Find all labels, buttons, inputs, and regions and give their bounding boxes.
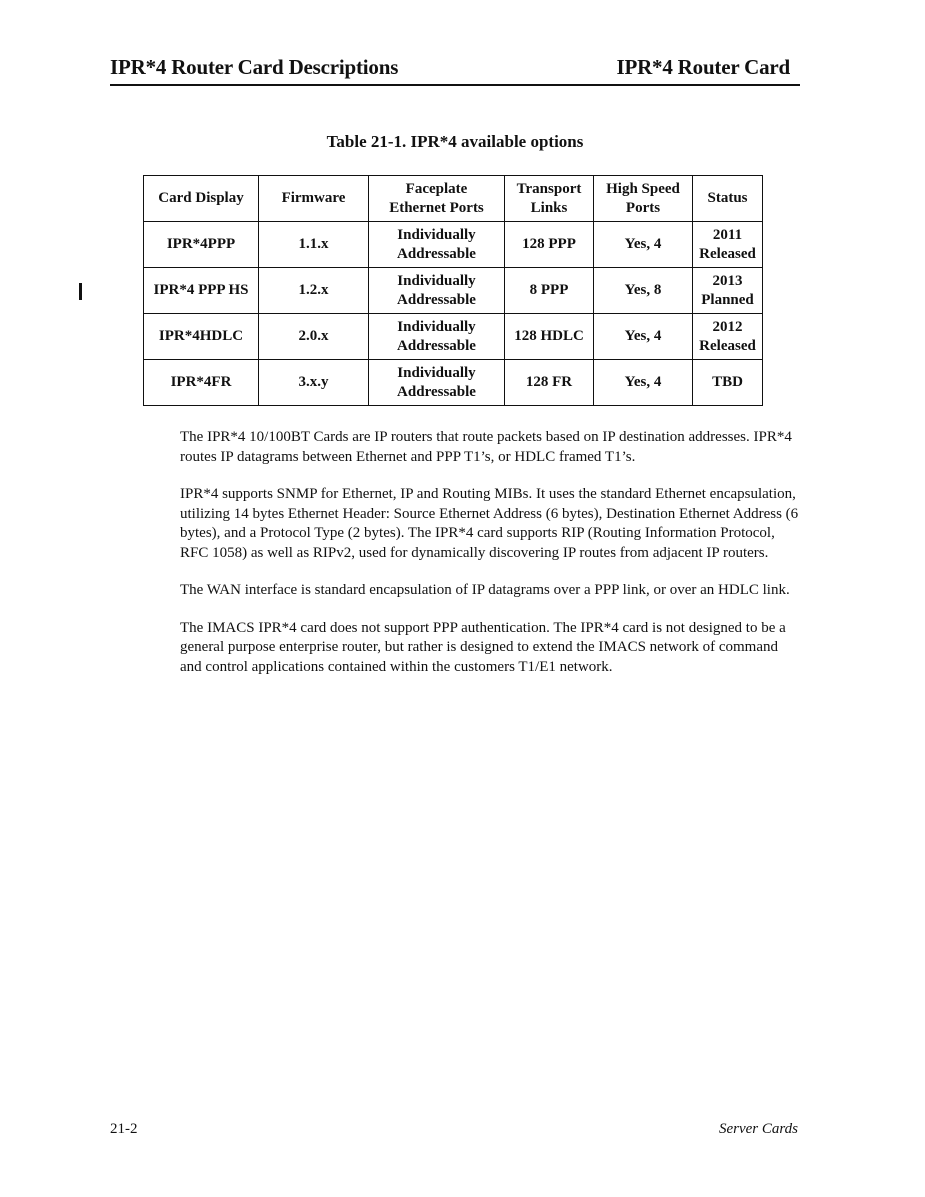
cell-status [693,360,763,406]
cell-faceplate [369,222,505,268]
cell-faceplate-line: Individually [397,318,476,335]
column-header-label: Faceplate [405,180,468,197]
cell-card-display: IPR*4PPP [144,222,259,268]
cell-status-state: Planned [701,291,754,308]
change-bar-marker [79,283,82,300]
cell-status-state: Released [699,245,756,262]
column-header-faceplate [369,176,505,222]
table-row [144,222,763,268]
cell-high-speed: Yes, 4 [594,360,693,406]
table-row [144,360,763,406]
cell-faceplate-line: Addressable [397,291,476,308]
cell-status-state: Released [699,337,756,354]
cell-faceplate-line: Addressable [397,337,476,354]
cell-transport: 8 PPP [505,268,594,314]
cell-firmware: 2.0.x [259,314,369,360]
cell-transport: 128 HDLC [505,314,594,360]
cell-faceplate-line: Individually [397,272,476,289]
cell-high-speed: Yes, 4 [594,222,693,268]
cell-faceplate [369,360,505,406]
cell-high-speed: Yes, 4 [594,314,693,360]
cell-firmware: 3.x.y [259,360,369,406]
cell-faceplate-line: Individually [397,364,476,381]
cell-card-display: IPR*4FR [144,360,259,406]
column-header-label: Firmware [281,190,346,206]
cell-status-year: 2011 [712,226,743,243]
column-header-label: Ports [625,199,661,216]
cell-status-state: TBD [712,374,743,390]
cell-transport: 128 PPP [505,222,594,268]
page-header-section: IPR*4 Router Card [616,55,790,79]
paragraph-overview: The IPR*4 10/100BT Cards are IP routers that route packets based on IP destination addresses. IPR*4 routes IP datagrams between Ethernet and PPP T1’s, or HDLC framed T1’s. [180,429,792,465]
footer-section-name: Server Cards [718,1121,798,1137]
paragraph-authentication: The IMACS IPR*4 card does not support PPP authentication. The IPR*4 card is not designed to be a general purpose enterprise router, but rather is designed to extend the IMACS network of command and control applications contained within the customers T1/E1 network. [180,619,786,675]
page-number: 21-2 [110,1121,138,1137]
column-header-firmware [259,176,369,222]
column-header-status [693,176,763,222]
header-divider [110,84,800,86]
cell-status-year: 2012 [712,318,743,335]
body-copy [180,428,800,695]
cell-faceplate-line: Individually [397,226,476,243]
paragraph-wan: The WAN interface is standard encapsulation of IP datagrams over a PPP link, or over an HDLC link. [180,582,790,598]
cell-faceplate [369,268,505,314]
paragraph-snmp: IPR*4 supports SNMP for Ethernet, IP and Routing MIBs. It uses the standard Ethernet encapsulation, utilizing 14 bytes Ethernet Header: Source Ethernet Address (6 bytes), Destination Ethernet Address (6 bytes), and a Protocol Type (2 bytes). The IPR*4 card supports RIP (Routing Information Protocol, RFC 1058) as well as RIPv2, used for dynamically discovering IP routes from adjacent IP routers. [180,486,799,561]
cell-faceplate-line: Addressable [397,383,476,400]
column-header-transport [505,176,594,222]
column-header-label: High Speed [606,180,680,197]
cell-firmware: 1.1.x [259,222,369,268]
cell-faceplate-line: Addressable [397,245,476,262]
column-header-high-speed [594,176,693,222]
table-header-row [144,176,763,222]
cell-card-display: IPR*4HDLC [144,314,259,360]
cell-card-display: IPR*4 PPP HS [144,268,259,314]
column-header-label: Links [530,199,568,216]
column-header-card-display [144,176,259,222]
cell-high-speed: Yes, 8 [594,268,693,314]
cell-transport: 128 FR [505,360,594,406]
table-caption: Table 21-1. IPR*4 available options [326,132,584,151]
column-header-label: Card Display [158,190,244,206]
cell-status [693,268,763,314]
cell-status [693,314,763,360]
table-row [144,314,763,360]
table-row [144,268,763,314]
cell-firmware: 1.2.x [259,268,369,314]
options-table [143,175,763,406]
column-header-label: Status [707,190,748,206]
cell-faceplate [369,314,505,360]
column-header-label: Transport [516,180,582,197]
page-header-title: IPR*4 Router Card Descriptions [110,55,399,79]
cell-status [693,222,763,268]
column-header-label: Ethernet Ports [389,199,484,216]
cell-status-year: 2013 [712,272,743,289]
